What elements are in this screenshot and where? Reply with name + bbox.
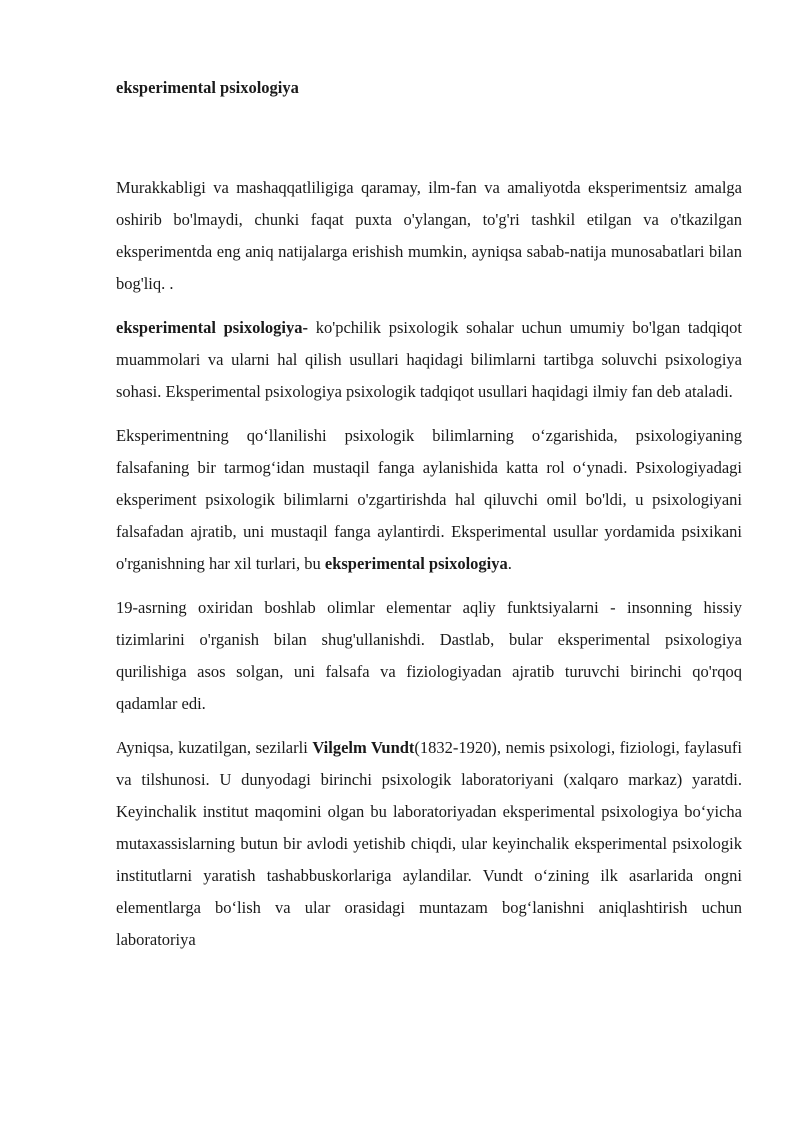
paragraph-3 [116, 420, 742, 580]
paragraph-5-text: (1832-1920), nemis psixologi, fiziologi, faylasufi va tilshunosi. U dunyodagi birinchi psixologik laboratoriyani (xalqaro markaz) yaratdi. Keyinchalik institut maqomini olgan bu laboratoriyadan eksperimental psixologiya bo‘yicha mutaxassislarning butun bir avlodi yetishib chiqdi, ular keyinchalik eksperimental psixologik institutlarni yaratish tashabbuskorlariga aylandilar. Vundt o‘zining ilk asarlarida ongni elementlarga bo‘lish va ular orasidagi muntazam bog‘lanishni aniqlashtirish uchun laboratoriya [116, 738, 742, 949]
paragraph-1 [116, 172, 742, 300]
paragraph-3-text: Eksperimentning qo‘llanilishi psixologik bilimlarning o‘zgarishida, psixologiyaning falsafaning bir tarmog‘idan mustaqil fanga aylanishida katta rol o‘ynadi. Psixologiyadagi eksperiment psixologik bilimlarni o'zgartirishda hal qiluvchi omil bo'ldi, u psixologiyani falsafadan ajratib, uni mustaqil fanga aylantirdi. Eksperimental usullar yordamida psixikani o'rganishning har xil turlari, bu [116, 426, 742, 573]
person-name-bold: Vilgelm Vundt [312, 738, 415, 757]
paragraph-5 [116, 732, 742, 956]
paragraph-1-text: Murakkabligi va mashaqqatliligiga qaramay, ilm-fan va amaliyotda eksperimentsiz amalga oshirib bo'lmaydi, chunki faqat puxta o'ylangan, to'g'ri tashkil etilgan va o'tkazilgan eksperimentda eng aniq natijalarga erishish mumkin, ayniqsa sabab-natija munosabatlari bilan bog'liq. . [116, 178, 742, 293]
document-title: eksperimental psixologiya [116, 78, 299, 97]
paragraph-2-text: ko'pchilik psixologik sohalar uchun umumiy bo'lgan tadqiqot muammolari va ularni hal qilish usullari haqidagi bilimlarni tartibga soluvchi psixologiya sohasi. Eksperimental psixologiya psixologik tadqiqot usullari haqidagi ilmiy fan deb ataladi. [116, 318, 743, 401]
term-bold: eksperimental psixologiya- [116, 318, 308, 337]
paragraph-5-start: Ayniqsa, kuzatilgan, sezilarli [116, 738, 313, 757]
document-body [116, 172, 742, 968]
paragraph-4 [116, 592, 742, 720]
paragraph-2 [116, 312, 742, 408]
term-bold: eksperimental psixologiya [324, 554, 508, 573]
paragraph-4-text: 19-asrning oxiridan boshlab olimlar elementar aqliy funktsiyalarni - insonning hissiy tizimlarini o'rganish bilan shug'ullanishdi. Dastlab, bular eksperimental psixologiya qurilishiga asos solgan, uni falsafa va fiziologiyadan ajratib turuvchi birinchi qo'rqoq qadamlar edi. [116, 598, 742, 713]
paragraph-3-end: . [507, 554, 512, 573]
